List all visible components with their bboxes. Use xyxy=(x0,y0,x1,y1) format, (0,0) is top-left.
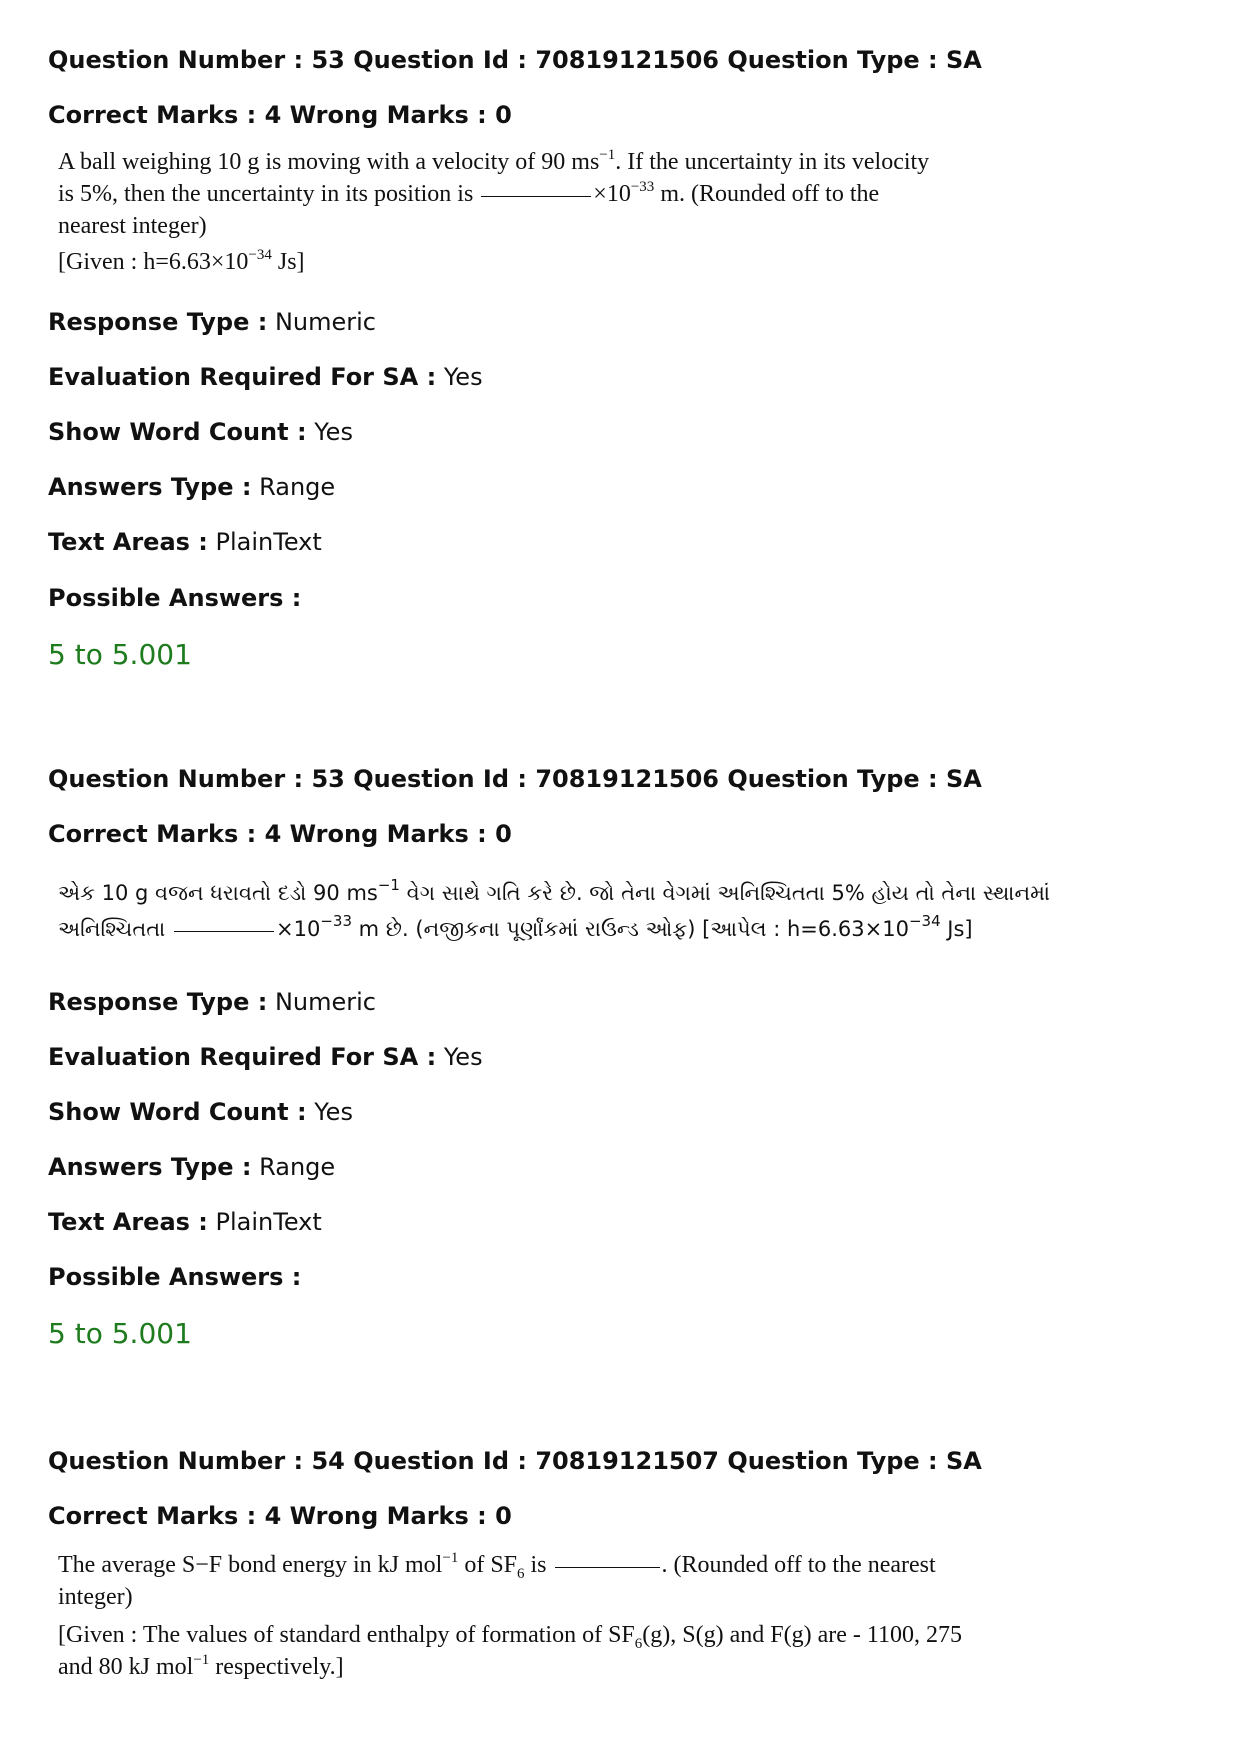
question-header: Question Number : 53 Question Id : 70819121506 Question Type : SA xyxy=(48,46,982,74)
question-block-3 xyxy=(48,1445,1148,1705)
question-header: Question Number : 53 Question Id : 70819121506 Question Type : SA xyxy=(48,765,982,793)
question-header: Question Number : 54 Question Id : 70819121507 Question Type : SA xyxy=(48,1447,982,1475)
question-line: અનિશ્ચિતતા $\times 10^{-33}$ m છે. (નજીકના પૂર્ણાંકમાં રાઉન્ડ ઓફ) [આપેલ : $h=6.63\times 10^{-34}$ Js] xyxy=(58,912,973,941)
question-text xyxy=(58,876,1051,945)
question-marks: Correct Marks : 4 Wrong Marks : 0 xyxy=(48,1502,512,1530)
question-marks: Correct Marks : 4 Wrong Marks : 0 xyxy=(48,101,512,129)
possible-answers-label: Possible Answers : xyxy=(48,584,302,612)
response-type: Response Type : Numeric xyxy=(48,308,376,336)
response-type: Response Type : Numeric xyxy=(48,988,376,1016)
text-areas: Text Areas : PlainText xyxy=(48,528,322,556)
question-text xyxy=(58,1549,962,1683)
evaluation-required: Evaluation Required For SA : Yes xyxy=(48,1043,483,1071)
question-line: A ball weighing 10 g is moving with a velocity of 90 $ms^{-1}$. If the uncertainty in its velocity xyxy=(58,147,930,175)
question-line: nearest integer) xyxy=(58,213,207,239)
answer-blank xyxy=(555,1567,660,1568)
answers-type: Answers Type : Range xyxy=(48,1153,336,1181)
question-text xyxy=(58,146,958,278)
show-word-count: Show Word Count : Yes xyxy=(48,418,353,446)
possible-answer: 5 to 5.001 xyxy=(48,638,192,671)
question-line: The average S−F bond energy in kJ mol$^{-1}$ of $SF_6$ is . (Rounded off to the nearest xyxy=(58,1550,936,1582)
question-line: [Given : $h=6.63\times 10^{-34}$ Js] xyxy=(58,247,305,275)
evaluation-required: Evaluation Required For SA : Yes xyxy=(48,363,483,391)
possible-answers-label: Possible Answers : xyxy=(48,1263,302,1291)
answer-blank xyxy=(481,196,591,197)
question-line: is 5%, then the uncertainty in its position is $\times 10^{-33}$ m. (Rounded off to the xyxy=(58,179,880,207)
question-marks: Correct Marks : 4 Wrong Marks : 0 xyxy=(48,820,512,848)
question-line: એક 10 g વજન ધરાવતો દડો 90 $ms^{-1}$ વેગ સાથે ગતિ કરે છે. જો તેના વેગમાં અનિશ્ચિતતા 5% હોય તો તેના સ્થાનમાં xyxy=(58,876,1051,905)
answer-blank xyxy=(174,931,274,932)
text-areas: Text Areas : PlainText xyxy=(48,1208,322,1236)
question-block-1 xyxy=(48,44,1148,684)
show-word-count: Show Word Count : Yes xyxy=(48,1098,353,1126)
question-block-2 xyxy=(48,763,1148,1363)
answers-type: Answers Type : Range xyxy=(48,473,336,501)
question-line: integer) xyxy=(58,1584,133,1610)
possible-answer: 5 to 5.001 xyxy=(48,1317,192,1350)
question-line: and 80 kJ mol$^{-1}$ respectively.] xyxy=(58,1652,344,1680)
question-line: [Given : The values of standard enthalpy of formation of $SF_6(g)$, S(g) and F(g) are - 1100, 275 xyxy=(58,1622,962,1652)
